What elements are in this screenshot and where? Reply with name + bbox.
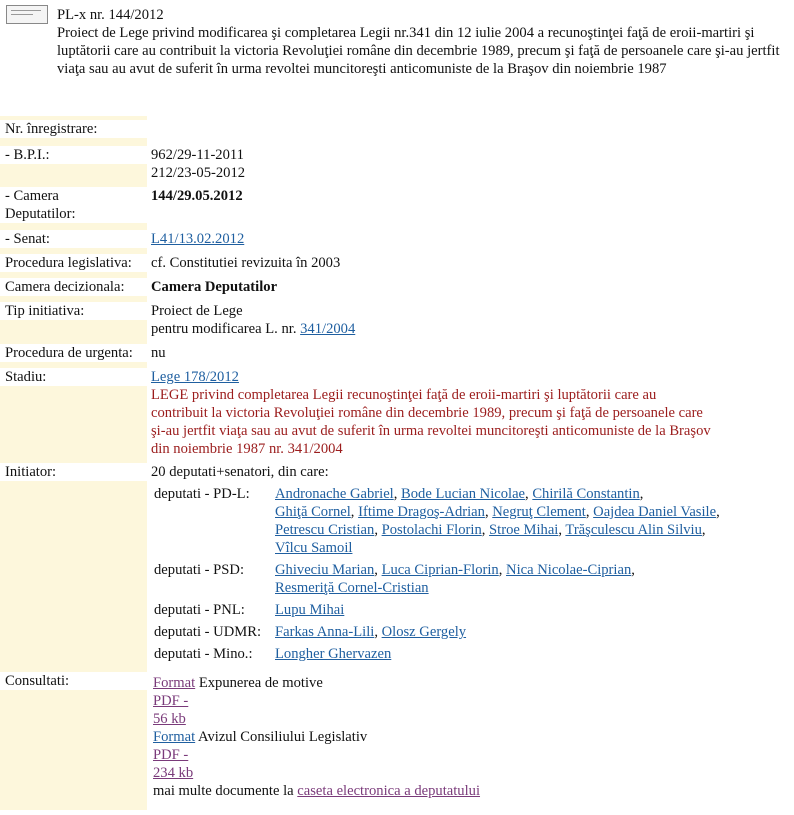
format-link[interactable]: Format xyxy=(153,675,196,691)
deputy-link[interactable]: Iftime Dragoş-Adrian xyxy=(358,504,485,520)
group-label: deputati - PSD: xyxy=(154,562,244,578)
label-initiator: Initiator: xyxy=(0,463,148,481)
label-tip-initiativa: Tip initiativa: xyxy=(0,302,148,320)
document-number: PL-x nr. 144/2012 xyxy=(57,7,164,23)
deputy-link[interactable]: Postolachi Florin xyxy=(381,522,482,538)
deputy-link[interactable]: Oajdea Daniel Vasile xyxy=(593,504,717,520)
value-consultati xyxy=(147,674,794,800)
value-tip-initiativa xyxy=(147,302,794,338)
value-procedura-legislativa: cf. Constitutiei revizuita în 2003 xyxy=(147,254,794,272)
deputy-link[interactable]: Resmeriţă Cornel-Cristian xyxy=(275,580,429,596)
stadiu-text-3: şi-au jertfit viaţa sau au avut de suferit în urma revoltei muncitoreşti anticomuniste de la Braşov xyxy=(151,423,711,439)
value-camera-decizionala: Camera Deputatilor xyxy=(147,278,794,296)
bpi-line-1: 962/29-11-2011 xyxy=(151,147,244,163)
doc-title: Expunerea de motive xyxy=(195,675,323,691)
value-procedura-urgenta: nu xyxy=(147,344,794,362)
pdf-link[interactable]: PDF - xyxy=(153,747,189,763)
label-bpi: - B.P.I.: xyxy=(0,146,148,164)
stadiu-text-2: contribuit la victoria Revoluţiei române din decembrie 1989, precum şi faţă de persoanele care xyxy=(151,405,703,421)
deputy-link[interactable]: Nica Nicolae-Ciprian xyxy=(506,562,632,578)
value-stadiu xyxy=(147,368,794,458)
senat-link[interactable]: L41/13.02.2012 xyxy=(151,231,245,247)
label-camera-deputatilor xyxy=(0,187,148,223)
deputy-link[interactable]: Andronache Gabriel xyxy=(275,486,394,502)
group-label: deputati - UDMR: xyxy=(154,624,262,640)
deputy-link[interactable]: Chirilă Constantin xyxy=(532,486,640,502)
deputy-link[interactable]: Stroe Mihai xyxy=(489,522,559,538)
stadiu-text-1: LEGE privind completarea Legii recunoştinţei faţă de eroii-martiri şi luptătorii care au xyxy=(151,387,657,403)
value-senat xyxy=(147,230,794,248)
tip-line-2 xyxy=(151,320,794,338)
deputy-link[interactable]: Ghiţă Cornel xyxy=(275,504,351,520)
bpi-line-2: 212/23-05-2012 xyxy=(151,165,246,181)
deputy-link[interactable]: Vîlcu Samoil xyxy=(275,540,353,556)
tip-line-2-text: pentru modificarea L. nr. xyxy=(151,321,301,337)
pdf-size-link[interactable]: 56 kb xyxy=(153,711,186,727)
value-bpi xyxy=(147,146,794,182)
deputy-link[interactable]: Bode Lucian Nicolae xyxy=(401,486,526,502)
group-names: Ghiveciu Marian, Luca Ciprian-Florin, Nica Nicolae-Ciprian, Resmeriţă Cornel-Cristian xyxy=(275,562,635,596)
lege-178-link[interactable]: Lege 178/2012 xyxy=(151,369,239,385)
label-camera-line-2: Deputatilor: xyxy=(5,206,76,222)
tip-line-1: Proiect de Lege xyxy=(151,303,243,319)
deputy-link[interactable]: Negruţ Clement xyxy=(492,504,586,520)
pdf-link[interactable]: PDF - xyxy=(153,693,189,709)
label-camera-decizionala: Camera decizionala: xyxy=(0,278,148,296)
group-names xyxy=(275,645,775,663)
deputy-link[interactable]: Luca Ciprian-Florin xyxy=(381,562,499,578)
pdf-size-link[interactable]: 234 kb xyxy=(153,765,194,781)
value-initiator-summary: 20 deputati+senatori, din care: xyxy=(147,463,794,481)
document-header xyxy=(0,0,794,110)
group-label: deputati - PNL: xyxy=(154,602,245,618)
document-title: Proiect de Lege privind modificarea şi completarea Legii nr.341 din 12 iulie 2004 a recunoştinţei faţă de eroii-martiri şi luptătorii care au contribuit la victoria Revoluţiei române din decembrie 1989, precum şi faţă de persoanele care şi-au jertfit viaţa sau au avut de suferit în urma revoltei muncitoreşti anticomuniste de la Braşov din noiembrie 1987 xyxy=(57,25,780,77)
label-stadiu: Stadiu: xyxy=(0,368,148,386)
label-senat: - Senat: xyxy=(0,230,148,248)
label-nr-inregistrare: Nr. înregistrare: xyxy=(0,120,148,138)
group-label: deputati - PD-L: xyxy=(154,486,250,502)
group-label: deputati - Mino.: xyxy=(154,646,253,662)
deputy-link[interactable]: Olosz Gergely xyxy=(381,624,467,640)
more-docs-text: mai multe documente la xyxy=(153,783,298,799)
caseta-electronica-link[interactable]: caseta electronica a deputatului xyxy=(297,783,481,799)
label-procedura-urgenta: Procedura de urgenta: xyxy=(0,344,148,362)
group-names xyxy=(275,601,775,619)
format-link[interactable]: Format xyxy=(153,729,196,745)
deputy-link[interactable]: Petrescu Cristian xyxy=(275,522,375,538)
label-camera-line-1: - Camera xyxy=(5,188,59,204)
deputy-link[interactable]: Longher Ghervazen xyxy=(275,646,392,662)
document-icon xyxy=(6,5,48,24)
lege-341-link[interactable]: 341/2004 xyxy=(300,321,356,337)
deputy-link[interactable]: Lupu Mihai xyxy=(275,602,345,618)
doc-title: Avizul Consiliului Legislativ xyxy=(195,729,368,745)
deputy-link[interactable]: Farkas Anna-Lili xyxy=(275,624,375,640)
stadiu-text-4: din noiembrie 1987 nr. 341/2004 xyxy=(151,441,343,457)
deputy-link[interactable]: Ghiveciu Marian xyxy=(275,562,375,578)
group-names: Farkas Anna-Lili, Olosz Gergely xyxy=(275,624,467,640)
value-camera-deputatilor: 144/29.05.2012 xyxy=(147,187,794,205)
deputy-link[interactable]: Trăşculescu Alin Silviu xyxy=(565,522,702,538)
label-procedura-legislativa: Procedura legislativa: xyxy=(0,254,148,272)
group-names: Andronache Gabriel, Bode Lucian Nicolae, Chirilă Constantin, Ghiţă Cornel, Iftime Dragoş-Adrian, Negruţ Clement, Oajdea Daniel Vasile, Petrescu Cristian, Postolachi Florin, Stroe Mihai, Trăşculescu Alin Silviu, Vîlcu Samoil xyxy=(275,486,720,556)
label-consultati: Consultati: xyxy=(0,672,148,690)
